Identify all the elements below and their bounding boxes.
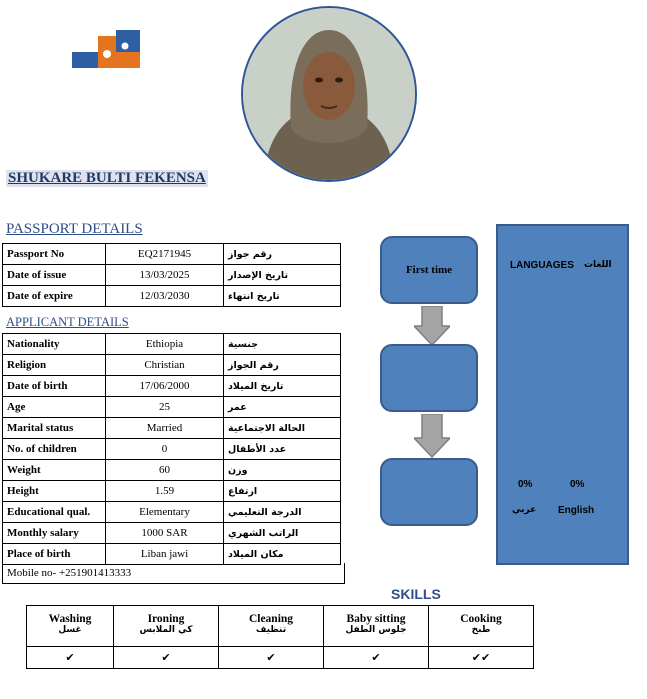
row-value: 13/03/2025 [106, 265, 224, 286]
row-label-arabic: تاريخ انتهاء [224, 286, 341, 307]
skill-name-arabic: كي الملابس [114, 625, 219, 647]
skill-name-arabic: طبخ [429, 625, 534, 647]
row-label-arabic: رقم جواز [224, 244, 341, 265]
check-icon: ✔ [114, 647, 219, 669]
table-row [3, 355, 341, 376]
row-value: Married [106, 418, 224, 439]
row-label: Educational qual. [3, 502, 106, 523]
row-label: No. of children [3, 439, 106, 460]
languages-title-arabic: اللغات [584, 260, 612, 270]
skills-check-row [27, 647, 534, 669]
table-row [3, 523, 341, 544]
row-label: Place of birth [3, 544, 106, 565]
table-row [3, 265, 341, 286]
languages-panel [496, 224, 629, 565]
arabic-percent: 0% [518, 479, 533, 490]
row-value: 1.59 [106, 481, 224, 502]
row-value: 17/06/2000 [106, 376, 224, 397]
skill-name-arabic: تنظيف [219, 625, 324, 647]
row-value: Liban jawi [106, 544, 224, 565]
row-label-arabic: الدرجة التعليمي [224, 502, 341, 523]
row-label: Passport No [3, 244, 106, 265]
skill-name: Cleaning [219, 606, 324, 626]
applicant-name: SHUKARE BULTI FEKENSA [8, 170, 206, 186]
table-row [3, 286, 341, 307]
table-row [3, 544, 341, 565]
row-label-arabic: الراتب الشهري [224, 523, 341, 544]
skills-arabic-row [27, 625, 534, 647]
skill-name: Baby sitting [324, 606, 429, 626]
row-value: 60 [106, 460, 224, 481]
languages-title: LANGUAGES [510, 260, 574, 271]
applicant-details-heading: APPLICANT DETAILS [6, 315, 129, 329]
check-icon: ✔✔ [429, 647, 534, 669]
mobile-number: Mobile no- +251901413333 [2, 563, 345, 584]
row-label: Date of expire [3, 286, 106, 307]
table-row [3, 397, 341, 418]
skills-table [26, 605, 534, 669]
row-label: Nationality [3, 334, 106, 355]
row-label-arabic: رقم الجواز [224, 355, 341, 376]
english-language-label: English [558, 505, 595, 516]
table-row [3, 481, 341, 502]
experience-box: First time [380, 236, 478, 304]
down-arrow-icon [414, 414, 450, 463]
skills-heading: SKILLS [391, 586, 441, 602]
table-row [3, 502, 341, 523]
row-label-arabic: ارتفاع [224, 481, 341, 502]
skill-name-arabic: غسل [27, 625, 114, 647]
row-label: Date of birth [3, 376, 106, 397]
row-value: Christian [106, 355, 224, 376]
skill-name-arabic: جلوس الطفل [324, 625, 429, 647]
check-icon: ✔ [219, 647, 324, 669]
check-icon: ✔ [27, 647, 114, 669]
row-value: 25 [106, 397, 224, 418]
table-row [3, 418, 341, 439]
row-label: Marital status [3, 418, 106, 439]
table-row [3, 244, 341, 265]
row-label-arabic: الحالة الاجتماعية [224, 418, 341, 439]
check-icon: ✔ [324, 647, 429, 669]
company-logo [72, 28, 144, 74]
flow-box-2 [380, 344, 478, 412]
table-row [3, 460, 341, 481]
row-label: Height [3, 481, 106, 502]
applicant-details-table [2, 333, 341, 565]
row-value: 1000 SAR [106, 523, 224, 544]
skills-header-row [27, 606, 534, 626]
applicant-photo [241, 6, 417, 182]
row-value: Elementary [106, 502, 224, 523]
row-label-arabic: مكان الميلاد [224, 544, 341, 565]
row-label-arabic: جنسية [224, 334, 341, 355]
row-label: Weight [3, 460, 106, 481]
table-row [3, 376, 341, 397]
row-label-arabic: تاريخ الميلاد [224, 376, 341, 397]
row-value: EQ2171945 [106, 244, 224, 265]
arabic-language-label: عربي [512, 505, 537, 515]
skill-name: Ironing [114, 606, 219, 626]
row-label: Date of issue [3, 265, 106, 286]
row-label-arabic: وزن [224, 460, 341, 481]
row-value: 12/03/2030 [106, 286, 224, 307]
row-label: Age [3, 397, 106, 418]
flow-box-3 [380, 458, 478, 526]
row-value: Ethiopia [106, 334, 224, 355]
english-percent: 0% [570, 479, 585, 490]
table-row [3, 439, 341, 460]
row-value: 0 [106, 439, 224, 460]
row-label-arabic: عمر [224, 397, 341, 418]
row-label: Religion [3, 355, 106, 376]
passport-details-table [2, 243, 341, 307]
row-label: Monthly salary [3, 523, 106, 544]
row-label-arabic: عدد الأطفال [224, 439, 341, 460]
skill-name: Cooking [429, 606, 534, 626]
skill-name: Washing [27, 606, 114, 626]
passport-details-heading: PASSPORT DETAILS [6, 221, 143, 237]
row-label-arabic: تاريخ الإصدار [224, 265, 341, 286]
table-row [3, 334, 341, 355]
